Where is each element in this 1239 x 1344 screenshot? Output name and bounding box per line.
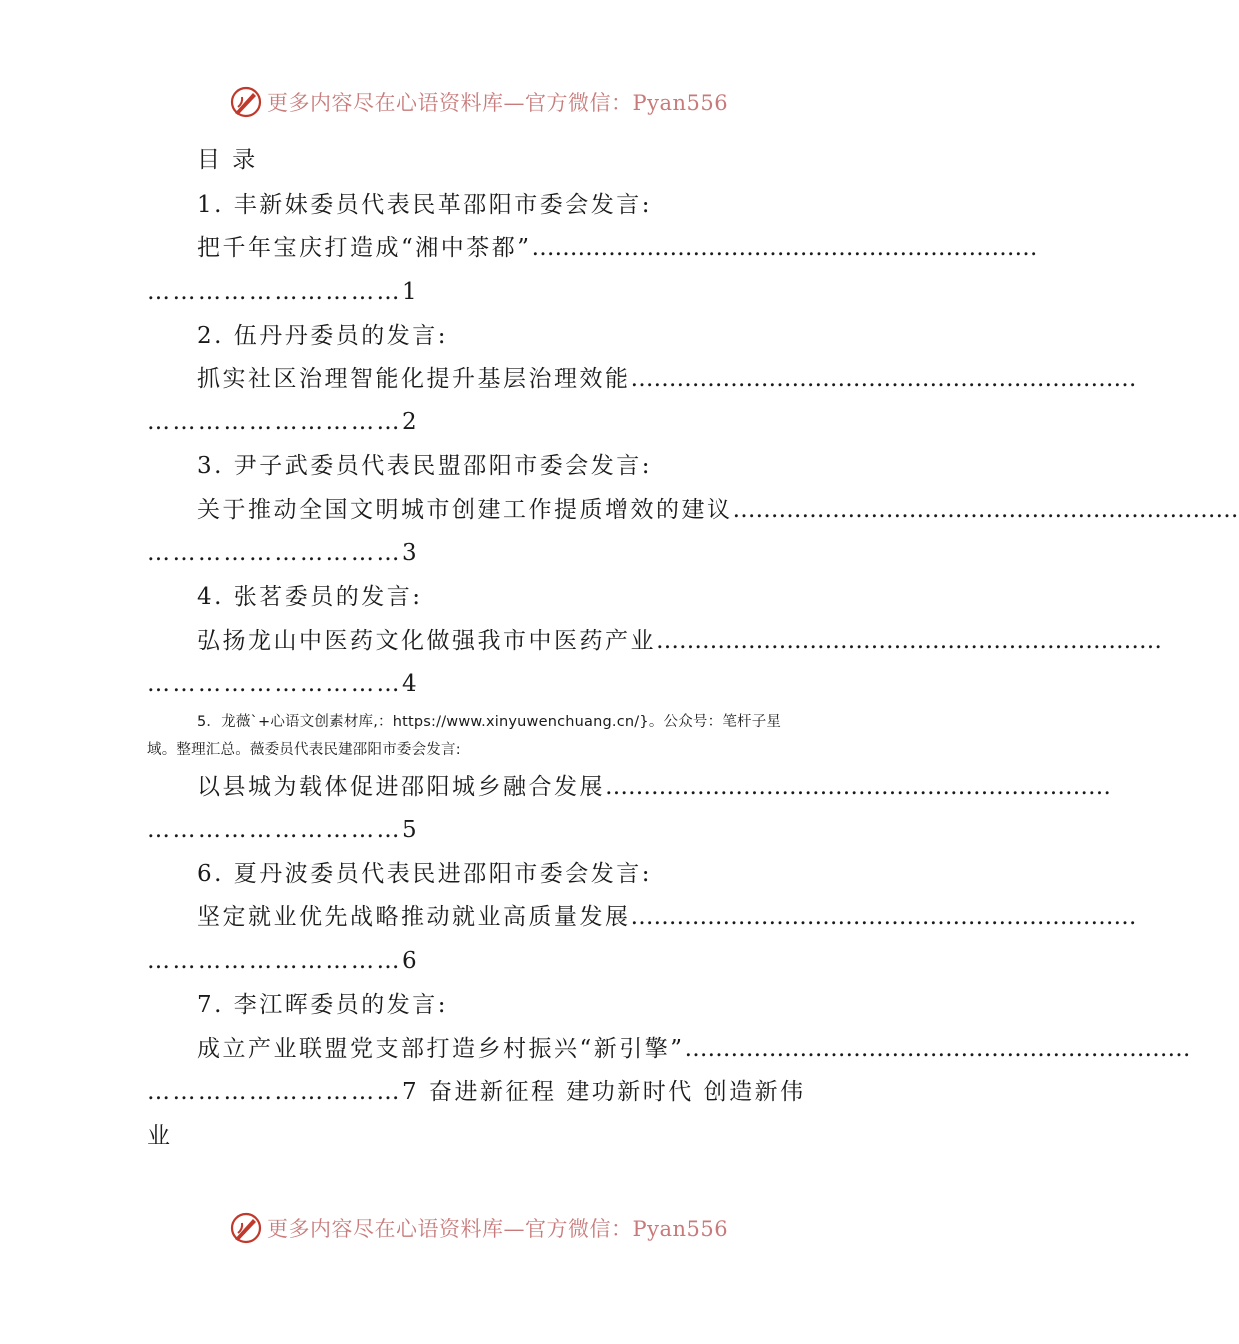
toc-entry-title: 以县城为载体促进邵阳城乡融合发展………………………………………………………… (197, 774, 1111, 800)
toc-entry-label: 6. 夏丹波委员代表民进邵阳市委会发言: (197, 861, 653, 887)
toc-entry-title: 抓实社区治理智能化提升基层治理效能………………………………………………………… (197, 366, 1137, 392)
toc-entry-title: 关于推动全国文明城市创建工作提质增效的建议………………………………………………………… (197, 497, 1239, 523)
banner-text: 更多内容尽在心语资料库—官方微信：Pyan556 (267, 1217, 729, 1241)
closing-text: 业 (147, 1123, 173, 1149)
banner-text: 更多内容尽在心语资料库—官方微信：Pyan556 (267, 91, 729, 115)
toc-entry-tail: …………………………5 (147, 817, 420, 843)
toc-entry-label: 1. 丰新妹委员代表民革邵阳市委会发言: (197, 192, 653, 218)
toc-entry-title: 弘扬龙山中医药文化做强我市中医药产业………………………………………………………… (197, 628, 1162, 654)
pen-logo-icon (229, 1211, 263, 1245)
toc-entry-label: 3. 尹子武委员代表民盟邵阳市委会发言: (197, 453, 653, 479)
toc-entry-label: 7. 李江晖委员的发言: (197, 992, 449, 1018)
toc-heading: 目 录 (197, 147, 258, 173)
pen-logo-icon (229, 85, 263, 119)
header-banner (229, 82, 728, 122)
toc-entry-label: 5．龙薇`+心语文创素材库,：https://www.xinyuwenchuang.cn/}。公众号：笔杆子星 (197, 714, 782, 730)
toc-entry-tail: …………………………1 (147, 279, 420, 305)
toc-entry-label: 4. 张茗委员的发言: (197, 584, 423, 610)
toc-entry-title: 把千年宝庆打造成“湘中茶都”………………………………………………………… (197, 235, 1038, 261)
toc-entry-label: 2. 伍丹丹委员的发言: (197, 323, 449, 349)
toc-entry-label: 域。整理汇总。薇委员代表民建邵阳市委会发言: (147, 742, 461, 758)
toc-entry-tail: …………………………6 (147, 948, 420, 974)
toc-entry-title: 成立产业联盟党支部打造乡村振兴“新引擎”………………………………………………………… (197, 1036, 1191, 1062)
toc-entry-title: 坚定就业优先战略推动就业高质量发展………………………………………………………… (197, 904, 1137, 930)
toc-entry-tail: …………………………3 (147, 540, 420, 566)
toc-entry-tail: …………………………7 奋进新征程 建功新时代 创造新伟 (147, 1079, 806, 1105)
toc-entry-tail: …………………………4 (147, 671, 420, 697)
footer-banner (229, 1208, 728, 1248)
toc-entry-tail: …………………………2 (147, 409, 420, 435)
